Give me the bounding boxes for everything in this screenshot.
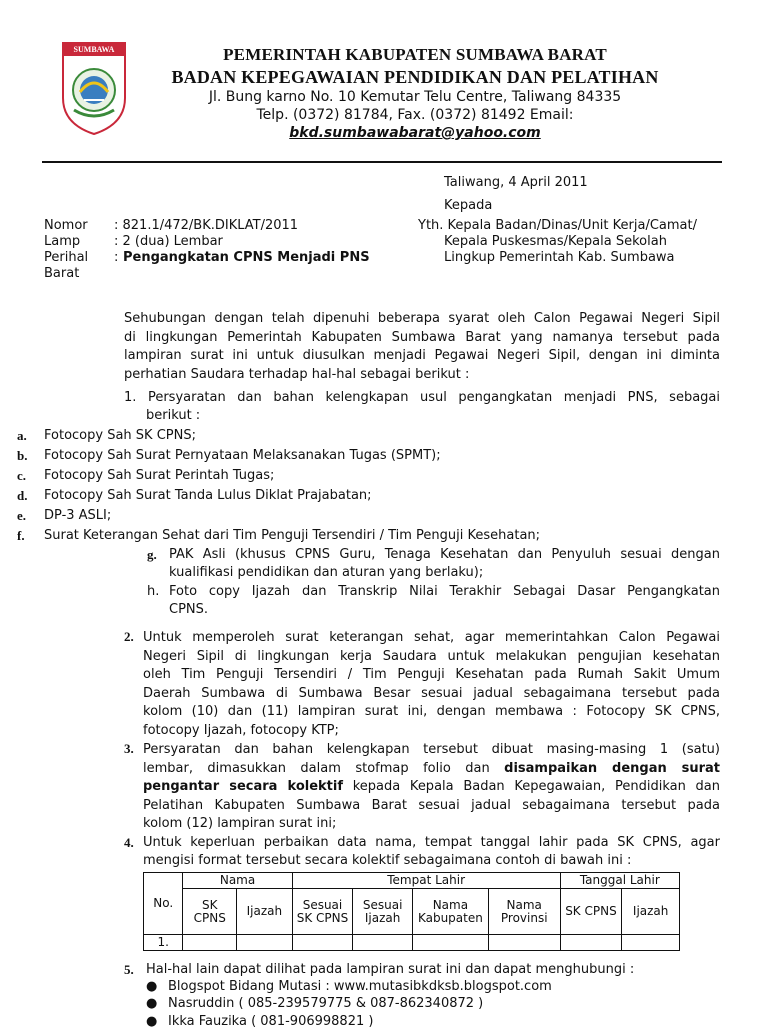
table-cell [560,935,622,951]
item3-line3-bold: pengantar secara kolektif [143,779,344,795]
item3-line [143,760,720,779]
list-item: Nasruddin ( 085-239579775 & 087-862340872 ) [168,996,484,1011]
table-cell [622,935,680,951]
letterhead-line2: BADAN KEPEGAWAIAN PENDIDIKAN DAN PELATIHAN [171,67,659,87]
item3-line3-regular: kepada Kepala Badan Kepegawaian, Pendidikan dan [343,779,720,795]
item3-line2-bold: disampaikan dengan surat [504,760,720,776]
item5-number: 5. [124,962,134,977]
table-cell [237,935,293,951]
lamp-label: Lamp [44,234,81,249]
item2-line: Negeri Sipil di lingkungan kerja Saudara untuk melakukan pengujian kesehatan [143,648,720,664]
table-cell-no: 1. [144,935,183,951]
sub-g-line1: PAK Asli (khusus CPNS Guru, Tenaga Kesehatan dan Penyuluh sesuai dengan [169,547,720,562]
table-header-sesuai-ijazah: Sesuai Ijazah [353,889,413,935]
intro-line: Sehubungan dengan telah dipenuhi beberapa syarat oleh Calon Pegawai Negeri Sipil [124,311,720,326]
correction-table [143,872,680,951]
letterhead-address: Jl. Bung karno No. 10 Kemutar Telu Centre, Taliwang 84335 [208,89,622,105]
sub-g-marker: g. [147,547,157,562]
item4-number: 4. [124,835,134,850]
table-row [144,935,680,951]
table-header-sk-cpns: SK CPNS [183,889,237,935]
item1-line2: berikut : [146,408,201,423]
recipient-kepada: Kepada [444,198,493,213]
intro-line: perhatian Saudara terhadap hal-hal sebagai berikut : [124,366,470,382]
nomor-label: Nomor [44,218,88,233]
list-item: Fotocopy Sah Surat Perintah Tugas; [44,468,275,483]
logo [60,40,128,136]
letter-date: Taliwang, 4 April 2011 [444,175,588,190]
sub-h-line2: CPNS. [169,602,209,617]
table-cell [292,935,353,951]
sub-h-marker: h. [147,584,160,599]
perihal-colon: : [114,250,119,265]
recipient-line1: Yth. Kepala Badan/Dinas/Unit Kerja/Camat/ [418,218,697,233]
list-item: Fotocopy Sah SK CPNS; [44,428,196,443]
item2-line: Untuk memperoleh surat keterangan sehat, agar memerintahkan Calon Pegawai [143,630,720,645]
list-item: Ikka Fauzika ( 081-906998821 ) [168,1014,374,1029]
sub-h-line1: Foto copy Ijazah dan Transkrip Nilai Terakhir Sebagai Dasar Pengangkatan [169,584,720,599]
intro-paragraph [124,310,720,384]
table-header-sesuai-sk-cpns: Sesuai SK CPNS [292,889,353,935]
lamp-value: : 2 (dua) Lembar [114,234,223,249]
item3-line: Pelatihan Kabupaten Sumbawa Barat sesuai jadual sebagaimana tersebut pada [143,797,720,813]
table-header-tempat-lahir: Tempat Lahir [292,873,560,889]
list-marker: b. [17,448,28,463]
list-item: Fotocopy Sah Surat Pernyataan Melaksanakan Tugas (SPMT); [44,448,441,463]
item3-number: 3. [124,741,134,756]
item1-line1: 1. Persyaratan dan bahan kelengkapan usul pengangkatan menjadi PNS, sebagai [124,390,720,405]
bullet-icon: ● [146,1014,158,1029]
list-marker: d. [17,488,28,503]
list-item: Fotocopy Sah Surat Tanda Lulus Diklat Prajabatan; [44,488,372,503]
intro-line: lampiran surat ini untuk diusulkan menjadi Pegawai Negeri Sipil, dengan ini diminta [124,348,720,364]
table-header-nama-kabupaten: Nama Kabupaten [412,889,488,935]
letterhead-line1: PEMERINTAH KABUPATEN SUMBAWA BARAT [223,45,607,64]
item4-line2: mengisi format tersebut secara kolektif sebagaimana contoh di bawah ini : [143,853,632,868]
list-item: Blogspot Bidang Mutasi : www.mutasibkdksb.blogspot.com [168,979,552,994]
list-marker: f. [17,528,25,543]
item2-line: oleh Tim Penguji Tersendiri / Tim Penguji Kesehatan pada Rumah Sakit Umum [143,667,720,683]
perihal-label: Perihal [44,250,89,265]
item4-line1: Untuk keperluan perbaikan data nama, tempat tanggal lahir pada SK CPNS, agar [143,835,720,850]
item2-line: Daerah Sumbawa di Sumbawa Besar sesuai jadual sebagaimana tersebut pada [143,685,720,701]
sub-g-line2: kualifikasi pendidikan dan aturan yang berlaku); [169,565,484,580]
item3-line: kolom (12) lampiran surat ini; [143,816,337,832]
list-marker: a. [17,428,27,443]
table-cell [412,935,488,951]
perihal-value: Pengangkatan CPNS Menjadi PNS [123,250,370,265]
item2-line: kolom (10) dan (11) lampiran surat ini, dengan membawa : Fotocopy SK CPNS, [143,704,720,720]
item3-line2-regular: lembar, dimasukkan dalam stofmap folio dan [143,760,505,776]
nomor-value: : 821.1/472/BK.DIKLAT/2011 [114,218,299,233]
table-cell [183,935,237,951]
letterhead-email: bkd.sumbawabarat@yahoo.com [289,125,541,141]
letterhead-phone: Telp. (0372) 81784, Fax. (0372) 81492 Email: [256,107,574,123]
recipient-line3: Lingkup Pemerintah Kab. Sumbawa [444,250,675,265]
list-marker: e. [17,508,27,523]
logo-label: SUMBAWA BARAT [73,45,115,64]
table-cell [488,935,560,951]
item3-line [143,778,720,797]
table-header-no: No. [144,873,183,935]
item5-text: Hal-hal lain dapat dilihat pada lampiran surat ini dan dapat menghubungi : [146,962,635,977]
table-header-nama: Nama [183,873,292,889]
item3-line: Persyaratan dan bahan kelengkapan tersebut dibuat masing-masing 1 (satu) [143,742,720,757]
list-marker: c. [17,468,27,483]
header-divider [42,161,722,163]
bullet-icon: ● [146,996,158,1011]
list-item: DP-3 ASLI; [44,508,112,523]
table-header-ijazah: Ijazah [237,889,293,935]
table-header-tanggal-lahir: Tanggal Lahir [560,873,679,889]
list-item: Surat Keterangan Sehat dari Tim Penguji Tersendiri / Tim Penguji Kesehatan; [44,528,541,543]
table-header-nama-provinsi: Nama Provinsi [488,889,560,935]
item2-number: 2. [124,629,134,644]
table-header-tgl-sk-cpns: SK CPNS [560,889,622,935]
table-header-tgl-ijazah: Ijazah [622,889,680,935]
item2-paragraph [143,629,720,741]
bullet-icon: ● [146,979,158,994]
item3-paragraph [143,741,720,834]
intro-line: di lingkungan Pemerintah Kabupaten Sumbawa Barat yang namanya tersebut pada [124,329,720,345]
table-cell [353,935,413,951]
perihal-continuation: Barat [44,266,80,281]
item2-line: fotocopy Ijazah, fotocopy KTP; [143,722,339,738]
recipient-line2: Kepala Puskesmas/Kepala Sekolah [444,234,667,249]
